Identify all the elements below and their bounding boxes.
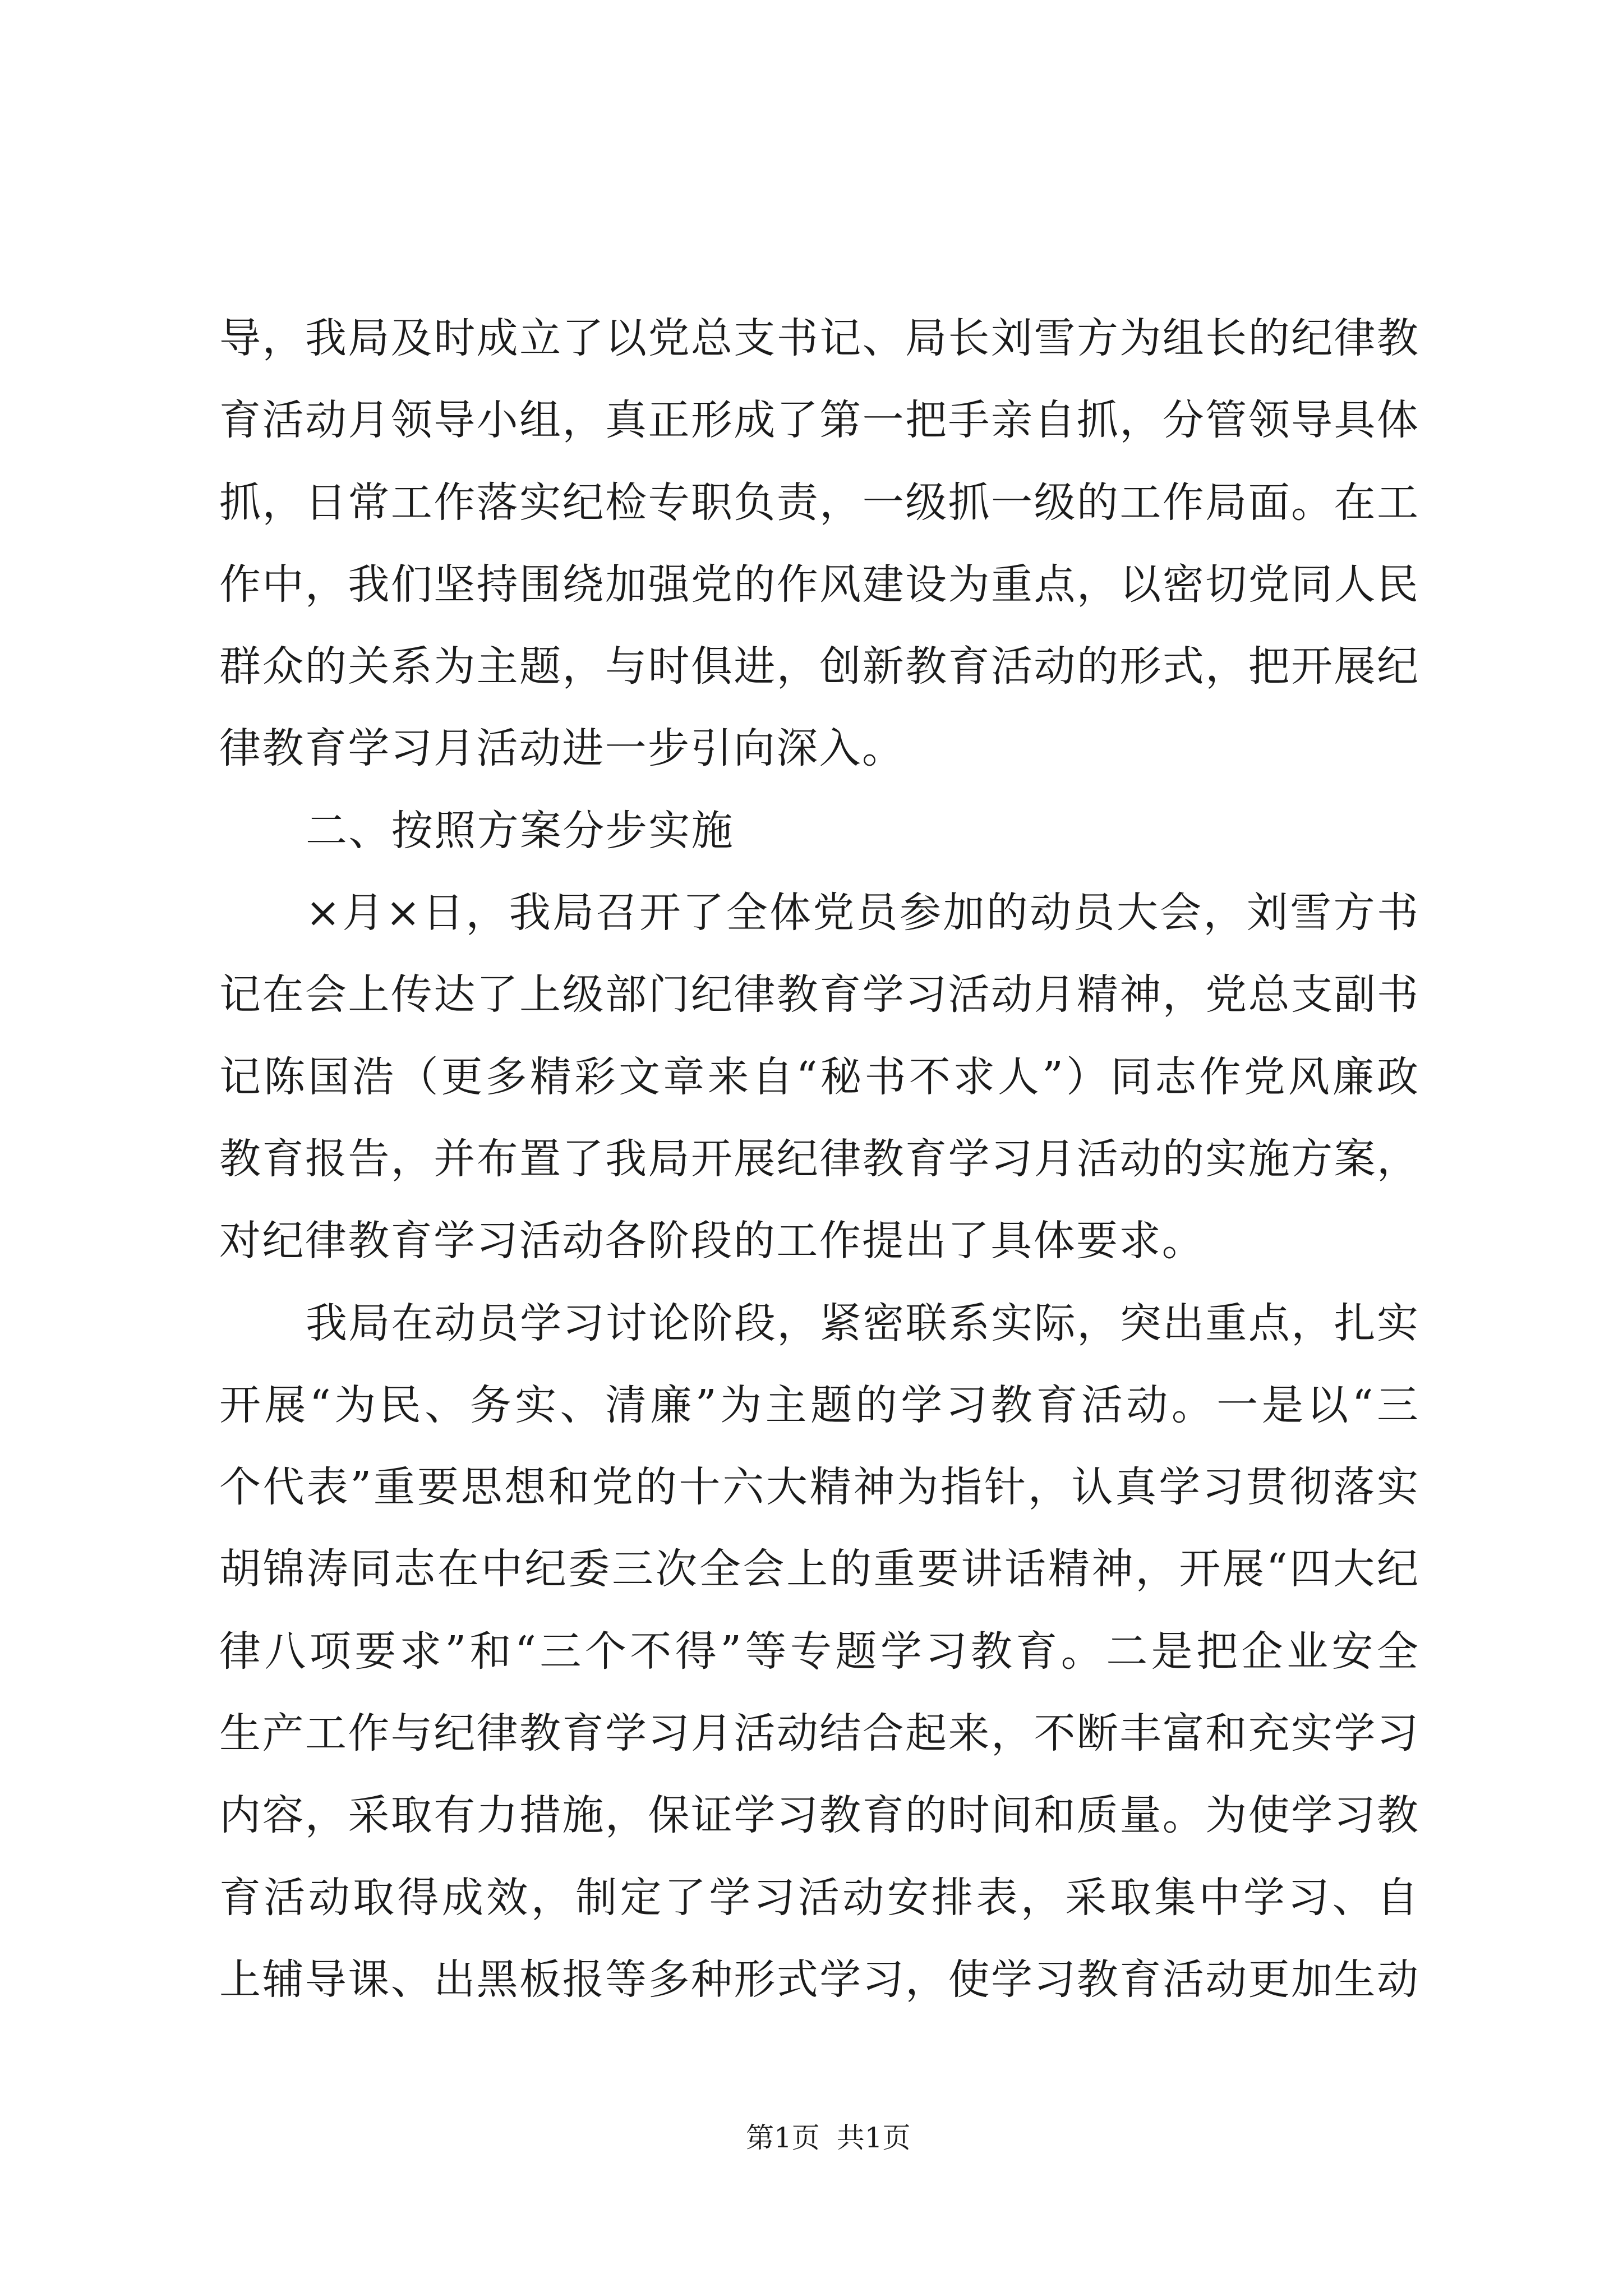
text-line: 个代表”重要思想和党的十六大精神为指针，认真学习贯彻落实 bbox=[219, 1463, 1418, 1512]
text-line: 教育报告，并布置了我局开展纪律教育学习月活动的实施方案， bbox=[219, 1134, 1418, 1183]
paragraph bbox=[219, 872, 1418, 1282]
text-line: 记在会上传达了上级部门纪律教育学习活动月精神，党总支副书 bbox=[219, 970, 1418, 1019]
text-line: 生产工作与纪律教育学习月活动结合起来，不断丰富和充实学习 bbox=[219, 1709, 1418, 1758]
paragraph bbox=[219, 297, 1418, 790]
section-heading: 二、按照方案分步实施 bbox=[306, 806, 734, 855]
text-line: 育活动取得成效，制定了学习活动安排表，采取集中学习、自 bbox=[219, 1873, 1418, 1922]
page-footer: 第1页 共1页 bbox=[746, 2122, 911, 2154]
text-line: 开展“为民、务实、清廉”为主题的学习教育活动。一是以“三 bbox=[219, 1381, 1418, 1429]
text-line: 群众的关系为主题，与时俱进，创新教育活动的形式，把开展纪 bbox=[219, 642, 1418, 691]
text-line: 上辅导课、出黑板报等多种形式学习，使学习教育活动更加生动 bbox=[219, 1955, 1418, 2004]
text-line: 我局在动员学习讨论阶段，紧密联系实际，突出重点，扎实 bbox=[306, 1299, 1418, 1347]
paragraph bbox=[219, 1282, 1418, 2021]
text-line: 作中，我们坚持围绕加强党的作风建设为重点，以密切党同人民 bbox=[219, 560, 1418, 609]
text-line: ×月×日，我局召开了全体党员参加的动员大会，刘雪方书 bbox=[306, 889, 1418, 937]
text-line: 对纪律教育学习活动各阶段的工作提出了具体要求。 bbox=[219, 1217, 1205, 1266]
text-line: 律教育学习月活动进一步引向深入。 bbox=[219, 724, 905, 773]
document-body bbox=[219, 297, 1418, 2021]
text-line: 律八项要求”和“三个不得”等专题学习教育。二是把企业安全 bbox=[219, 1627, 1418, 1676]
text-line: 导，我局及时成立了以党总支书记、局长刘雪方为组长的纪律教 bbox=[219, 314, 1418, 362]
text-line: 记陈国浩（更多精彩文章来自“秘书不求人”）同志作党风廉政 bbox=[219, 1052, 1418, 1101]
text-line: 胡锦涛同志在中纪委三次全会上的重要讲话精神，开展“四大纪 bbox=[219, 1545, 1418, 1594]
text-line: 内容，采取有力措施，保证学习教育的时间和质量。为使学习教 bbox=[219, 1791, 1418, 1840]
text-line: 育活动月领导小组，真正形成了第一把手亲自抓，分管领导具体 bbox=[219, 396, 1418, 445]
text-line: 抓，日常工作落实纪检专职负责，一级抓一级的工作局面。在工 bbox=[219, 478, 1418, 527]
